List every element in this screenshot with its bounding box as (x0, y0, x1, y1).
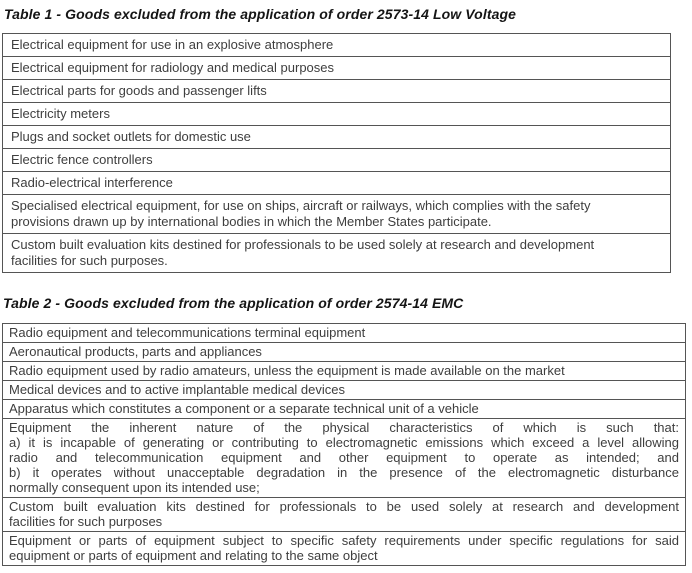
row-text: Radio equipment and telecommunications terminal equipment (9, 325, 366, 340)
table-row (3, 324, 685, 342)
row-text: facilities for such purposes (9, 514, 163, 529)
table-row (3, 361, 685, 380)
table-row (3, 233, 670, 272)
row-text: Electric fence controllers (11, 152, 153, 167)
table-row (3, 531, 685, 565)
table-2 (2, 323, 686, 566)
table-row (3, 399, 685, 418)
row-text: Electrical parts for goods and passenger lifts (11, 83, 267, 98)
table-1-section (2, 6, 692, 273)
row-text: Specialised electrical equipment, for use on ships, aircraft or railways, which complies with the safety (11, 198, 591, 213)
document (0, 6, 692, 566)
row-text: facilities for such purposes. (11, 253, 168, 268)
table-row (3, 171, 670, 194)
row-text: Radio-electrical interference (11, 175, 173, 190)
row-text: Aeronautical products, parts and appliances (9, 344, 262, 359)
row-text: Equipment the inherent nature of the physical characteristics of which is such that: (9, 420, 679, 435)
table-2-title: Table 2 - Goods excluded from the application of order 2574-14 EMC (3, 295, 464, 311)
row-text: Electricity meters (11, 106, 110, 121)
table-row (3, 380, 685, 399)
table-row (3, 102, 670, 125)
row-text: b) it operates without unacceptable degradation in the presence of the electromagnetic disturbance (9, 465, 679, 480)
table-1 (2, 33, 671, 273)
row-text: Equipment or parts of equipment subject to specific safety requirements under specific regulations for said (9, 533, 679, 548)
table-row (3, 79, 670, 102)
row-text: a) it is incapable of generating or contributing to electromagnetic emissions which exceed a level allowing (9, 435, 679, 450)
table-row (3, 125, 670, 148)
table-row (3, 34, 670, 56)
table-row (3, 342, 685, 361)
row-text: Radio equipment used by radio amateurs, unless the equipment is made available on the market (9, 363, 565, 378)
table-row (3, 194, 670, 233)
table-row (3, 148, 670, 171)
table-row (3, 497, 685, 531)
row-text: Custom built evaluation kits destined for professionals to be used solely at research and development (9, 499, 679, 514)
row-text: Electrical equipment for radiology and medical purposes (11, 60, 335, 75)
row-text: equipment or parts of equipment and relating to the same object (9, 548, 378, 563)
table-2-section (2, 295, 692, 566)
row-text: Electrical equipment for use in an explosive atmosphere (11, 37, 334, 52)
table-row (3, 56, 670, 79)
row-text: normally consequent upon its intended use; (9, 480, 260, 495)
row-text: Custom built evaluation kits destined for professionals to be used solely at research and development (11, 237, 595, 252)
table-1-title: Table 1 - Goods excluded from the application of order 2573-14 Low Voltage (4, 6, 517, 22)
row-text: provisions drawn up by international bodies in which the Member States participate. (11, 214, 492, 229)
row-text: radio and telecommunication equipment and other equipment to operate as intended; and (9, 450, 679, 465)
row-text: Plugs and socket outlets for domestic use (11, 129, 251, 144)
row-text: Medical devices and to active implantable medical devices (9, 382, 346, 397)
table-row (3, 418, 685, 497)
row-text: Apparatus which constitutes a component or a separate technical unit of a vehicle (9, 401, 479, 416)
